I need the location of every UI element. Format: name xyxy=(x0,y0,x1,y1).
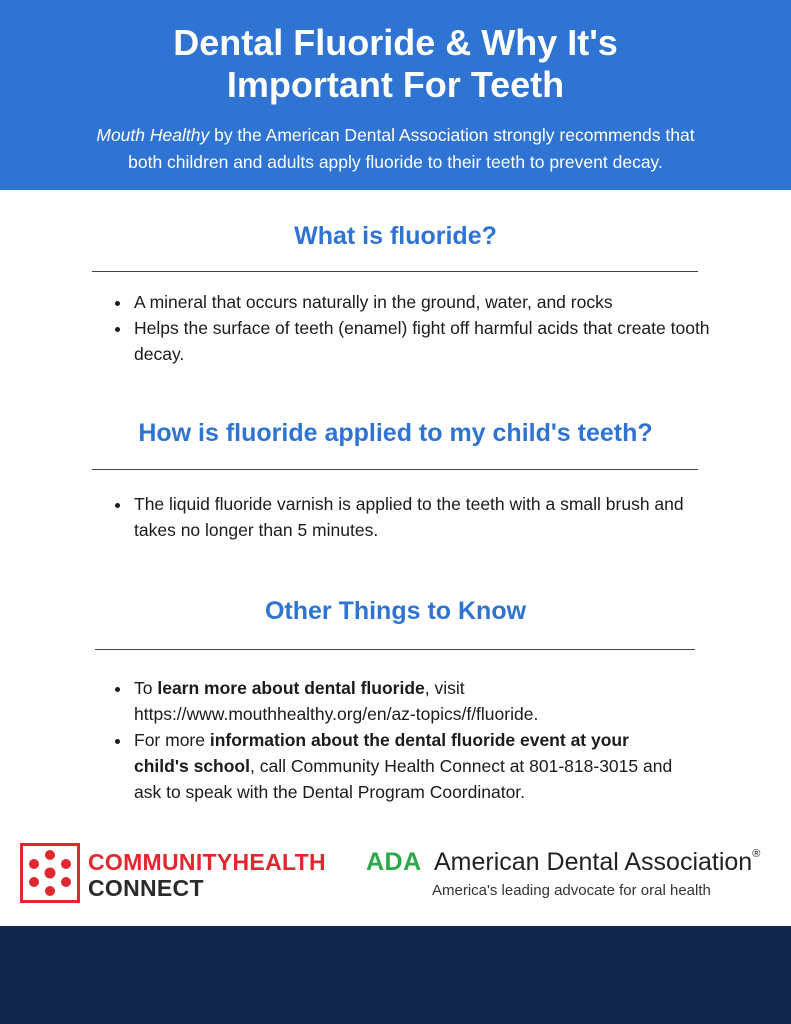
list-item xyxy=(132,675,687,727)
list-what xyxy=(108,289,732,367)
chc-dots-icon xyxy=(20,843,80,903)
title-line-1: Dental Fluoride & Why It's xyxy=(173,22,618,63)
title-line-2: Important For Teeth xyxy=(226,64,565,105)
section-title-how: How is fluoride applied to my child's teeth? xyxy=(138,419,653,447)
divider-what xyxy=(92,271,698,272)
divider-other xyxy=(95,649,695,650)
header-banner xyxy=(0,0,791,190)
list-item: • A mineral that occurs naturally in the ground, water, and rocks xyxy=(132,289,732,315)
item2-post: , call Community Health Connect at 801-818-3015 and ask to speak with the Dental Program Coordinator. xyxy=(134,756,673,802)
ada-name-text: American Dental Association xyxy=(434,848,753,876)
ada-name xyxy=(434,848,760,877)
item2-bold: information about the dental fluoride event at your child's school xyxy=(134,730,629,776)
ada-tagline: America's leading advocate for oral health xyxy=(432,882,711,899)
list-item xyxy=(132,727,687,805)
chc-line-2: CONNECT xyxy=(88,875,204,901)
footer-band xyxy=(0,926,791,1024)
intro-line-2: both children and adults apply fluoride to their teeth to prevent decay. xyxy=(128,152,663,172)
item1-pre: To xyxy=(134,678,158,698)
divider-how xyxy=(92,469,698,470)
section-title-what: What is fluoride? xyxy=(294,222,497,250)
list-item: • The liquid fluoride varnish is applied to the teeth with a small brush and takes no longer than 5 minutes. xyxy=(132,491,700,543)
chc-line-1: COMMUNITYHEALTH xyxy=(88,849,326,875)
list-other xyxy=(108,675,687,805)
intro-text xyxy=(40,122,751,176)
community-health-connect-logo xyxy=(20,843,340,905)
ada-logo xyxy=(366,848,776,908)
item1-post: , visit https://www.mouthhealthy.org/en/az-topics/f/fluoride. xyxy=(134,678,539,724)
ada-mark: ADA xyxy=(366,848,422,876)
ada-reg-mark: ® xyxy=(752,848,761,860)
intro-italic: Mouth Healthy xyxy=(96,125,210,145)
list-item: • Helps the surface of teeth (enamel) fight off harmful acids that create tooth decay. xyxy=(132,315,732,367)
item2-pre: For more xyxy=(134,730,210,750)
list-how xyxy=(108,491,700,543)
item1-bold: learn more about dental fluoride xyxy=(157,678,425,698)
intro-rest: by the American Dental Association strongly recommends that xyxy=(209,125,695,145)
page-title xyxy=(0,22,791,106)
section-title-other: Other Things to Know xyxy=(264,597,527,625)
